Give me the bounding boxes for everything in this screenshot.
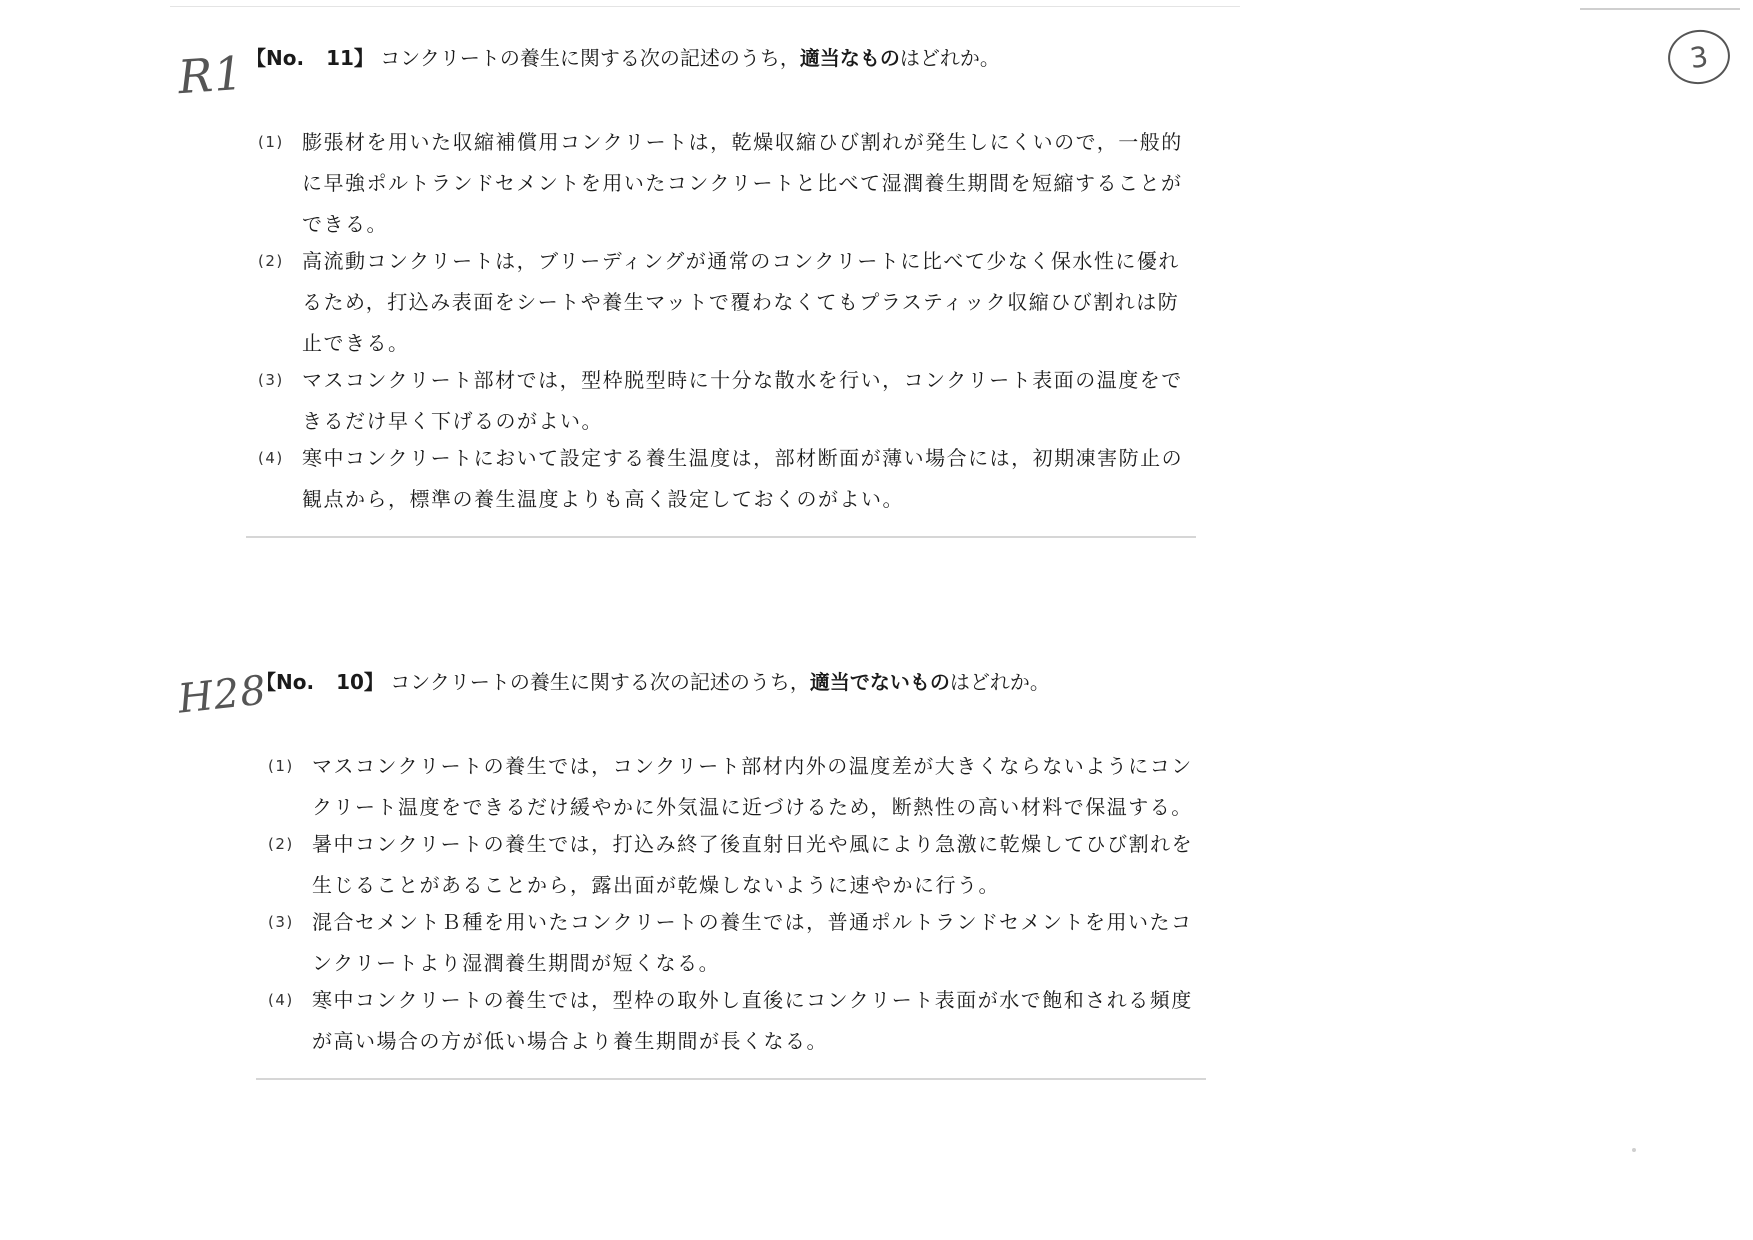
question-tail: はどれか。 bbox=[899, 46, 1000, 70]
handwritten-year-r1: R1 bbox=[176, 45, 246, 105]
option-item bbox=[258, 122, 1186, 245]
question-header bbox=[256, 662, 1206, 702]
option-number: (1) bbox=[268, 757, 294, 775]
option-text: マスコンクリートの養生では，コンクリート部材内外の温度差が大きくならないようにコンクリート温度をできるだけ緩やかに外気温に近づけるため，断熱性の高い材料で保温する。 bbox=[312, 754, 1193, 819]
question-tail: はどれか。 bbox=[949, 670, 1050, 694]
option-text: 膨張材を用いた収縮補償用コンクリートは，乾燥収縮ひび割れが発生しにくいので，一般的に早強ポルトランドセメントを用いたコンクリートと比べて湿潤養生期間を短縮することができる。 bbox=[302, 130, 1183, 236]
option-number: (4) bbox=[268, 991, 294, 1009]
section-divider bbox=[256, 1078, 1206, 1080]
question-stem: コンクリートの養生に関する次の記述のうち， bbox=[390, 670, 810, 694]
scan-top-edge bbox=[170, 6, 1240, 7]
options-list bbox=[268, 746, 1196, 1058]
question-stem: コンクリートの養生に関する次の記述のうち， bbox=[380, 46, 800, 70]
question-block bbox=[246, 38, 1196, 538]
options-list bbox=[258, 122, 1186, 516]
option-number: (2) bbox=[258, 252, 284, 270]
handwritten-year-h28: H28 bbox=[175, 667, 269, 723]
option-text: 混合セメントＢ種を用いたコンクリートの養生では，普通ポルトランドセメントを用いたコンクリートより湿潤養生期間が短くなる。 bbox=[312, 910, 1193, 975]
option-number: (4) bbox=[258, 449, 284, 467]
option-item bbox=[268, 746, 1196, 828]
option-item bbox=[268, 824, 1196, 906]
option-item bbox=[258, 360, 1186, 442]
question-header bbox=[246, 38, 1196, 78]
question-number-label: 【No. bbox=[256, 670, 315, 694]
question-block bbox=[256, 662, 1206, 1080]
question-emphasis: 適当なもの bbox=[799, 46, 900, 70]
option-item bbox=[258, 241, 1186, 364]
question-number: 10】 bbox=[336, 670, 384, 694]
option-number: (2) bbox=[268, 835, 294, 853]
circled-page-number: 3 bbox=[1665, 26, 1734, 88]
option-item bbox=[258, 438, 1186, 520]
scan-corner-mark bbox=[1580, 8, 1740, 10]
option-number: (1) bbox=[258, 133, 284, 151]
option-text: 寒中コンクリートにおいて設定する養生温度は，部材断面が薄い場合には，初期凍害防止の観点から，標準の養生温度よりも高く設定しておくのがよい。 bbox=[302, 446, 1184, 511]
section-divider bbox=[246, 536, 1196, 538]
option-item bbox=[268, 902, 1196, 984]
option-item bbox=[268, 980, 1196, 1062]
option-text: 暑中コンクリートの養生では，打込み終了後直射日光や風により急激に乾燥してひび割れを生じることがあることから，露出面が乾燥しないように速やかに行う。 bbox=[312, 832, 1194, 897]
option-text: 寒中コンクリートの養生では，型枠の取外し直後にコンクリート表面が水で飽和される頻度が高い場合の方が低い場合より養生期間が長くなる。 bbox=[312, 988, 1193, 1053]
question-emphasis: 適当でないもの bbox=[809, 670, 950, 694]
option-number: (3) bbox=[268, 913, 294, 931]
question-number-label: 【No. bbox=[246, 46, 305, 70]
option-number: (3) bbox=[258, 371, 284, 389]
scan-speck bbox=[1632, 1148, 1636, 1152]
option-text: 高流動コンクリートは，ブリーディングが通常のコンクリートに比べて少なく保水性に優れるため，打込み表面をシートや養生マットで覆わなくてもプラスティック収縮ひび割れは防止できる。 bbox=[302, 249, 1180, 355]
option-text: マスコンクリート部材では，型枠脱型時に十分な散水を行い，コンクリート表面の温度をできるだけ早く下げるのがよい。 bbox=[302, 368, 1183, 433]
question-number: 11】 bbox=[326, 46, 374, 70]
